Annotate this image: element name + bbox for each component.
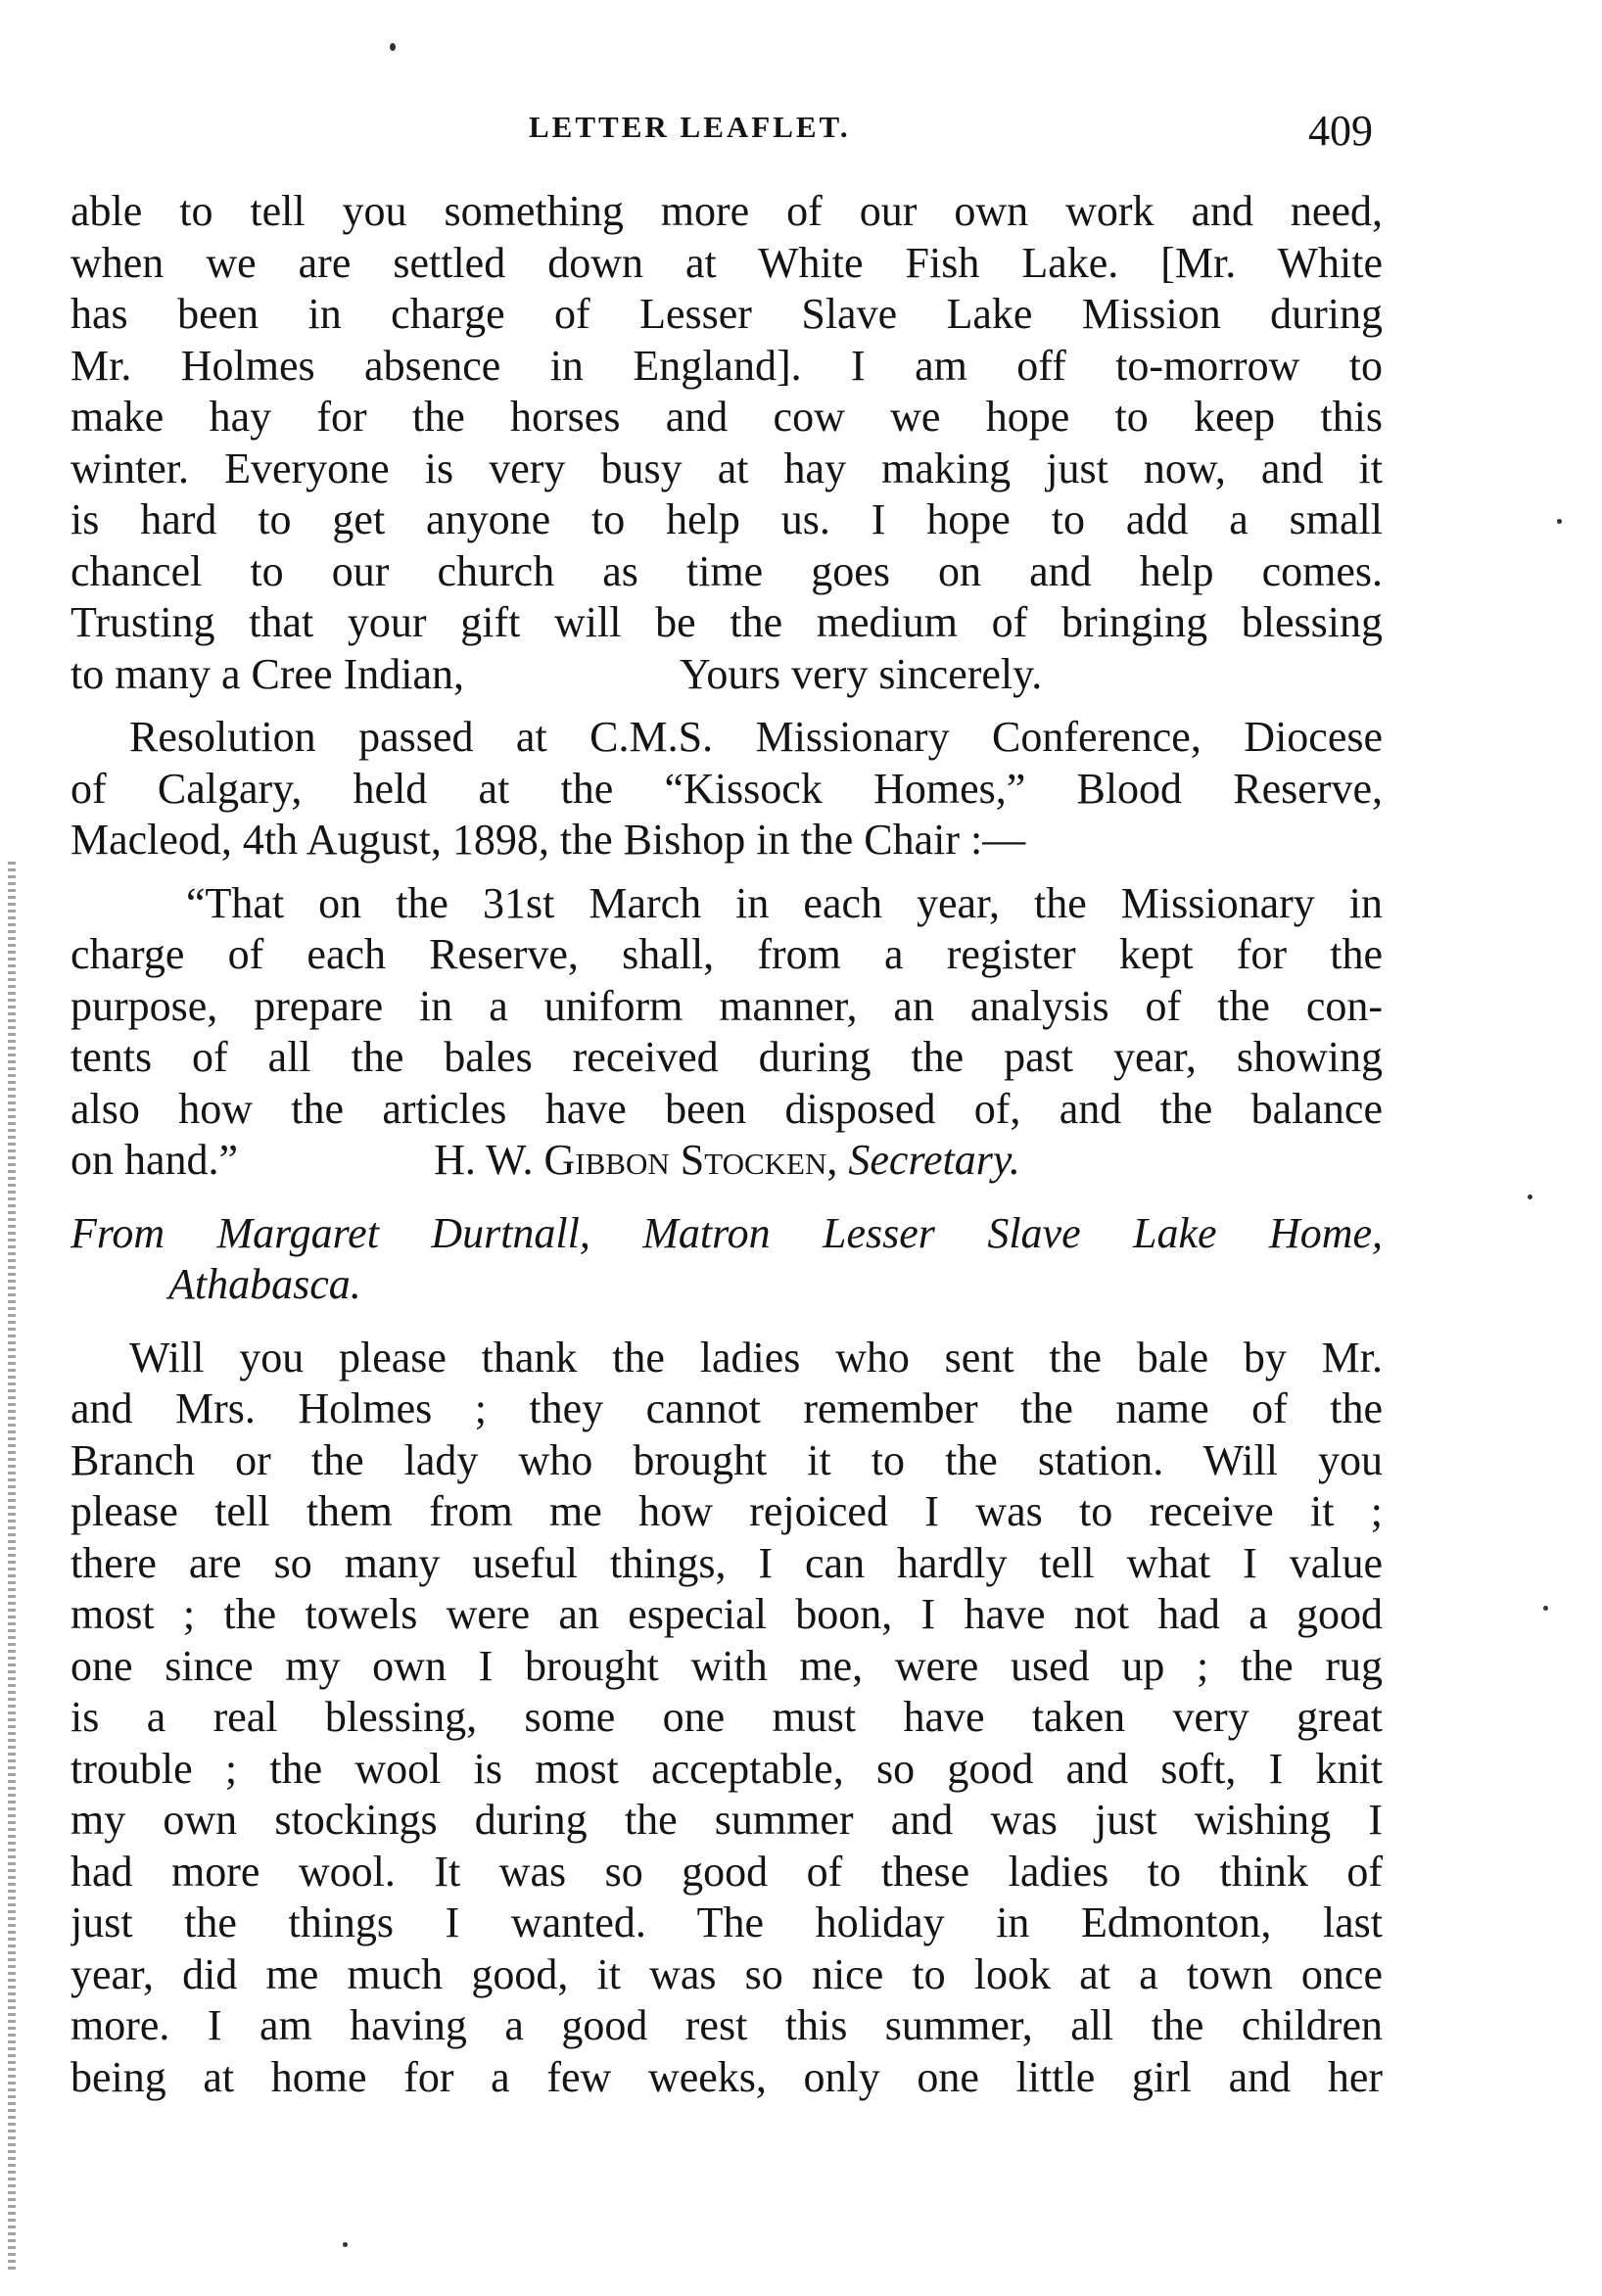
scan-speck bbox=[1543, 1606, 1548, 1611]
signoff: Yours very sincerely. bbox=[679, 649, 1043, 698]
running-head: LETTER LEAFLET. bbox=[529, 110, 851, 144]
body-text bbox=[71, 186, 1383, 2103]
quote-line: tents of all the bales received during the past year, showing bbox=[71, 1033, 1383, 1081]
text-line: Mr. Holmes absence in England]. I am off to-morrow to bbox=[71, 341, 1383, 390]
text-line: one since my own I brought with me, were used up ; the rug bbox=[71, 1641, 1383, 1690]
text-line: and Mrs. Holmes ; they cannot remember the name of the bbox=[71, 1384, 1383, 1432]
quote-closing-line bbox=[71, 1135, 1383, 1187]
text-line: make hay for the horses and cow we hope to keep this bbox=[71, 393, 1383, 441]
text-line: my own stockings during the summer and was just wishing I bbox=[71, 1796, 1383, 1844]
text-line: had more wool. It was so good of these ladies to think of bbox=[71, 1847, 1383, 1896]
text-line: there are so many useful things, I can hardly tell what I value bbox=[71, 1538, 1383, 1587]
text-line: winter. Everyone is very busy at hay making just now, and it bbox=[71, 444, 1383, 492]
text-line: just the things I wanted. The holiday in Edmonton, last bbox=[71, 1898, 1383, 1946]
signer-name: H. W. Gibbon Stocken, bbox=[434, 1136, 838, 1184]
text-line: Macleod, 4th August, 1898, the Bishop in the Chair :— bbox=[71, 816, 1026, 864]
text-line: is hard to get anyone to help us. I hope to add a small bbox=[71, 495, 1383, 543]
signer-title: Secretary. bbox=[848, 1136, 1020, 1184]
text-line: has been in charge of Lesser Slave Lake Mission during bbox=[71, 290, 1383, 338]
text-line: able to tell you something more of our own work and need, bbox=[71, 187, 1383, 235]
quote-end: on hand.” bbox=[71, 1136, 239, 1184]
scan-speck bbox=[1557, 519, 1562, 524]
text-line: chancel to our church as time goes on and help comes. bbox=[71, 546, 1383, 595]
text-line: Trusting that your gift will be the medium of bringing blessing bbox=[71, 598, 1383, 646]
scan-speck bbox=[390, 43, 396, 51]
text-line: more. I am having a good rest this summer, all the children bbox=[71, 2001, 1383, 2049]
binding-edge bbox=[8, 862, 16, 2272]
text-line: Will you please thank the ladies who sent the bale by Mr. bbox=[129, 1333, 1383, 1382]
text-line: year, did me much good, it was so nice to look at a town once bbox=[71, 1949, 1383, 1998]
text-line: when we are settled down at White Fish Lake. [Mr. White bbox=[71, 238, 1383, 287]
text-line: most ; the towels were an especial boon, I have not had a good bbox=[71, 1590, 1383, 1638]
letter-heading-line: Athabasca. bbox=[168, 1260, 361, 1308]
text-line: of Calgary, held at the “Kissock Homes,” Blood Reserve, bbox=[71, 764, 1383, 813]
page-number: 409 bbox=[1308, 107, 1373, 155]
text-line: Resolution passed at C.M.S. Missionary Conference, Diocese bbox=[129, 713, 1383, 761]
scan-speck bbox=[343, 2242, 348, 2247]
quote-line: charge of each Reserve, shall, from a register kept for the bbox=[71, 930, 1383, 978]
quote-line: purpose, prepare in a uniform manner, an analysis of the con- bbox=[71, 981, 1383, 1030]
letter-heading-line: From Margaret Durtnall, Matron Lesser Slave Lake Home, bbox=[71, 1208, 1383, 1257]
text-line: please tell them from me how rejoiced I was to receive it ; bbox=[71, 1487, 1383, 1535]
text-line: being at home for a few weeks, only one little girl and her bbox=[71, 2052, 1383, 2101]
letter-closing-line bbox=[71, 649, 1383, 701]
scan-speck bbox=[1528, 1195, 1532, 1199]
quote-line: also how the articles have been disposed of, and the balance bbox=[71, 1084, 1383, 1133]
text-line: is a real blessing, some one must have taken very great bbox=[71, 1693, 1383, 1741]
text-line: Branch or the lady who brought it to the station. Will you bbox=[71, 1435, 1383, 1484]
quote-line: “That on the 31st March in each year, the Missionary in bbox=[186, 878, 1383, 927]
text-line: trouble ; the wool is most acceptable, so good and soft, I knit bbox=[71, 1744, 1383, 1793]
closing-text: to many a Cree Indian, bbox=[71, 649, 464, 698]
